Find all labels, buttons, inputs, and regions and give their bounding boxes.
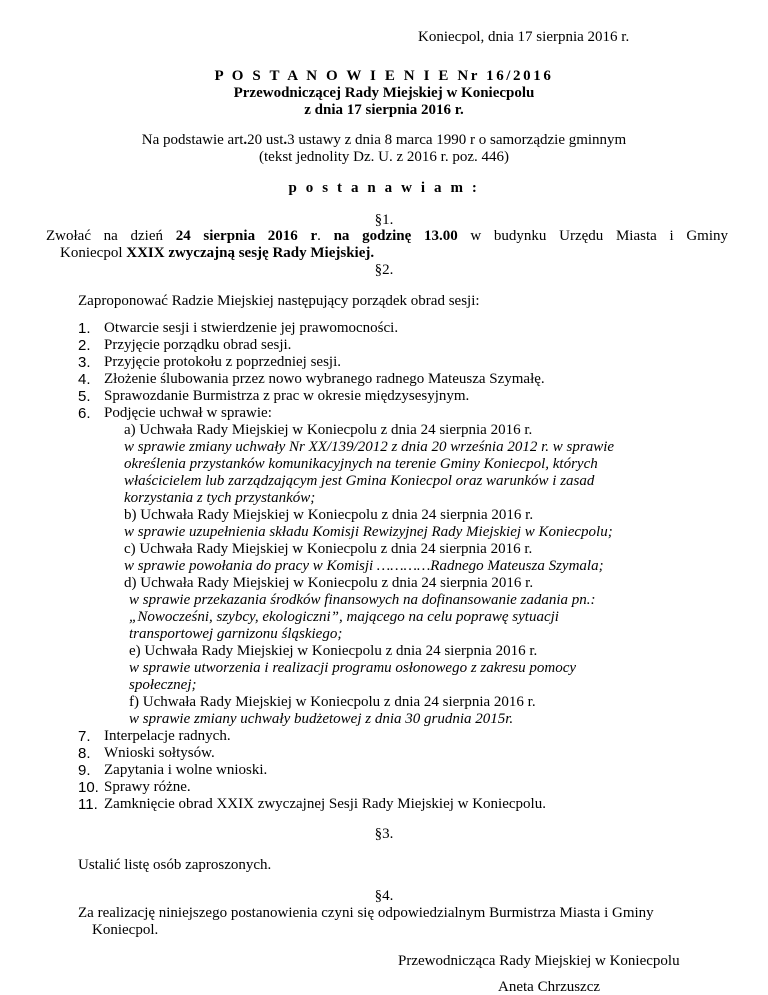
resolution-a-subject: właścicielem lub zarządzającym jest Gmina Koniecpol oraz warunków i zasad (124, 473, 595, 489)
resolution-d-subject: „Nowocześni, szybcy, ekologiczni”, mającego na celu poprawę sytuacji (129, 609, 559, 625)
signatory-role: Przewodnicząca Rady Miejskiej w Koniecpolu (398, 953, 680, 969)
agenda-item: Zamknięcie obrad XXIX zwyczajnej Sesji Rady Miejskiej w Koniecpolu. (104, 796, 546, 812)
section-1-text-line1: Zwołać na dzień 24 sierpnia 2016 r. na godzinę 13.00 w budynku Urzędu Miasta i Gminy (46, 228, 729, 244)
decree-word: p o s t a n a w i a m : (288, 180, 480, 196)
section-3-heading: §3. (374, 826, 394, 842)
legal-basis-line1: Na podstawie art.20 ust.3 ustawy z dnia 8 marca 1990 r o samorządzie gminnym (141, 132, 627, 148)
document-date: z dnia 17 sierpnia 2016 r. (304, 102, 464, 118)
section-4-text-line2: Koniecpol. (92, 922, 159, 938)
section-1-text-line2: Koniecpol XXIX zwyczajną sesję Rady Miejskiej. (60, 245, 375, 261)
agenda-item-number: 7. (78, 728, 91, 745)
resolution-b-subject: w sprawie uzupełnienia składu Komisji Rewizyjnej Rady Miejskiej w Koniecpolu; (124, 524, 613, 540)
document-issuer: Przewodniczącej Rady Miejskiej w Koniecpolu (233, 85, 535, 101)
resolution-a-subject: określenia przystanków komunikacyjnych na terenie Gminy Koniecpol, których (124, 456, 598, 472)
section-1-heading: §1. (374, 212, 394, 228)
agenda-intro: Zaproponować Radzie Miejskiej następujący porządek obrad sesji: (78, 293, 480, 309)
agenda-item-number: 9. (78, 762, 91, 779)
place-date: Koniecpol, dnia 17 sierpnia 2016 r. (418, 29, 630, 45)
resolution-c-heading: c) Uchwała Rady Miejskiej w Koniecpolu z dnia 24 sierpnia 2016 r. (124, 541, 533, 557)
agenda-item-number: 2. (78, 337, 91, 354)
resolution-f-heading: f) Uchwała Rady Miejskiej w Koniecpolu z dnia 24 sierpnia 2016 r. (129, 694, 536, 710)
agenda-item-number: 11. (78, 796, 98, 813)
agenda-item: Zapytania i wolne wnioski. (104, 762, 268, 778)
agenda-item: Interpelacje radnych. (104, 728, 231, 744)
resolution-c-subject: w sprawie powołania do pracy w Komisji …………Radnego Mateusza Szymala; (124, 558, 604, 574)
agenda-item-number: 1. (78, 320, 91, 337)
resolution-a-heading: a) Uchwała Rady Miejskiej w Koniecpolu z dnia 24 sierpnia 2016 r. (124, 422, 533, 438)
agenda-item: Wnioski sołtysów. (104, 745, 215, 761)
agenda-item-number: 10. (78, 779, 99, 796)
resolution-b-heading: b) Uchwała Rady Miejskiej w Koniecpolu z dnia 24 sierpnia 2016 r. (124, 507, 534, 523)
agenda-item-number: 4. (78, 371, 91, 388)
resolution-e-heading: e) Uchwała Rady Miejskiej w Koniecpolu z dnia 24 sierpnia 2016 r. (129, 643, 538, 659)
agenda-item: Sprawozdanie Burmistrza z prac w okresie międzysesyjnym. (104, 388, 470, 404)
signatory-name: Aneta Chrzuszcz (498, 979, 601, 995)
agenda-item-number: 5. (78, 388, 91, 405)
section-3-text: Ustalić listę osób zaproszonych. (78, 857, 272, 873)
legal-basis-line2: (tekst jednolity Dz. U. z 2016 r. poz. 446) (259, 149, 509, 165)
agenda-item-number: 8. (78, 745, 91, 762)
agenda-item: Przyjęcie porządku obrad sesji. (104, 337, 292, 353)
section-4-text-line1: Za realizację niniejszego postanowienia czyni się odpowiedzialnym Burmistrza Miasta i Gminy (78, 905, 654, 921)
resolution-e-subject: społecznej; (129, 677, 197, 693)
resolution-a-subject: korzystania z tych przystanków; (124, 490, 316, 506)
resolution-e-subject: w sprawie utworzenia i realizacji programu osłonowego z zakresu pomocy (129, 660, 577, 676)
section-2-heading: §2. (374, 262, 394, 278)
agenda-item-number: 3. (78, 354, 91, 371)
document-title: P O S T A N O W I E N I E Nr 16/2016 (214, 68, 554, 84)
agenda-item: Złożenie ślubowania przez nowo wybranego radnego Mateusza Szymałę. (104, 371, 545, 387)
resolution-d-subject: transportowej garnizonu śląskiego; (129, 626, 343, 642)
resolution-d-subject: w sprawie przekazania środków finansowych na dofinansowanie zadania pn.: (129, 592, 596, 608)
resolution-a-subject: w sprawie zmiany uchwały Nr XX/139/2012 z dnia 20 września 2012 r. w sprawie (124, 439, 615, 455)
agenda-item: Podjęcie uchwał w sprawie: (104, 405, 272, 421)
resolution-d-heading: d) Uchwała Rady Miejskiej w Koniecpolu z dnia 24 sierpnia 2016 r. (124, 575, 534, 591)
resolution-f-subject: w sprawie zmiany uchwały budżetowej z dnia 30 grudnia 2015r. (129, 711, 514, 727)
agenda-item: Przyjęcie protokołu z poprzedniej sesji. (104, 354, 342, 370)
agenda-item-number: 6. (78, 405, 91, 422)
agenda-item: Sprawy różne. (104, 779, 191, 795)
agenda-item: Otwarcie sesji i stwierdzenie jej prawomocności. (104, 320, 399, 336)
section-4-heading: §4. (374, 888, 394, 904)
